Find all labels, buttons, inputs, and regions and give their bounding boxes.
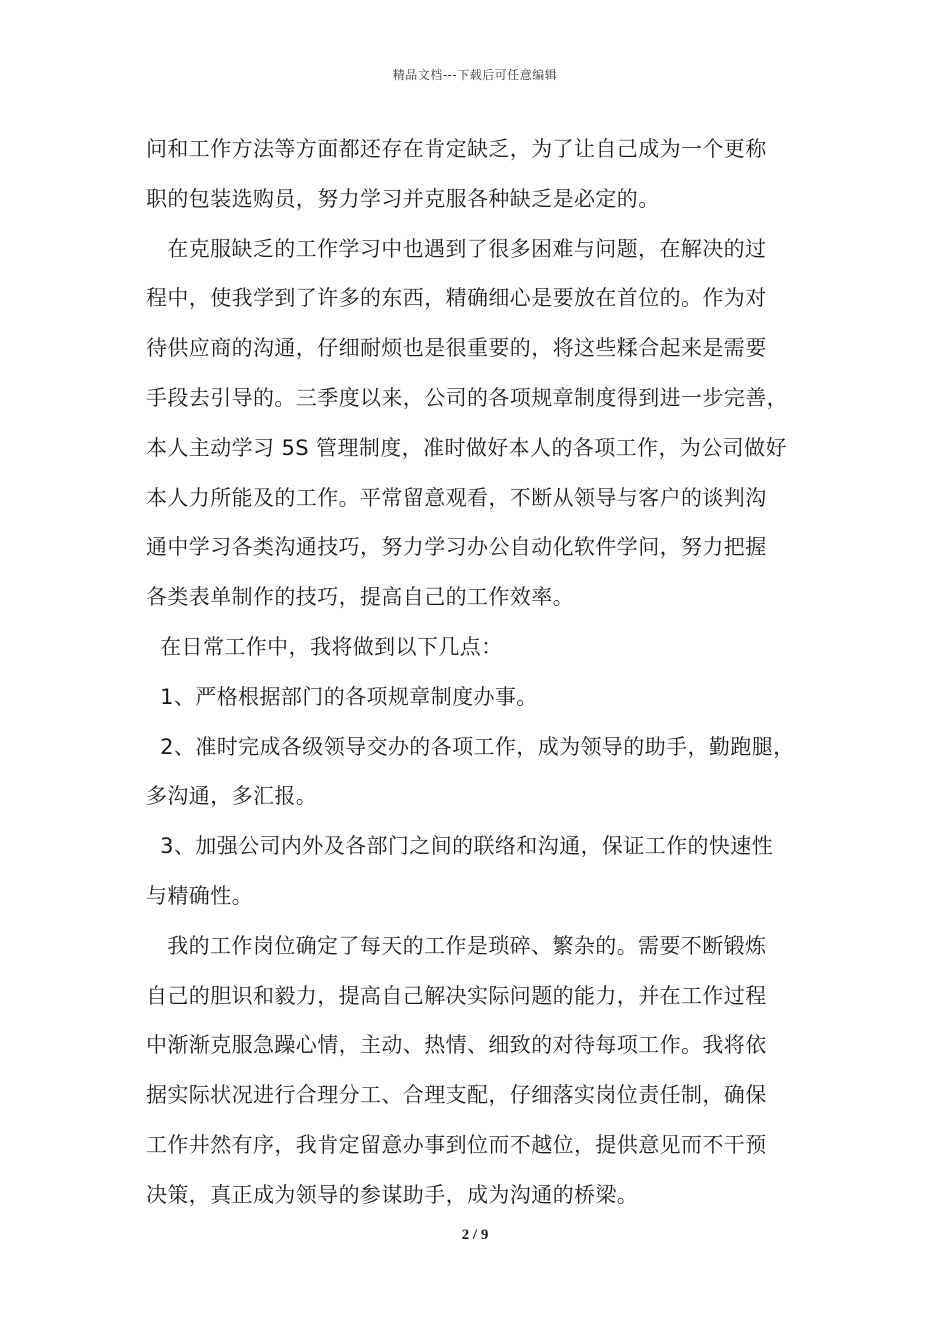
text-line: 问和工作方法等方面都还存在肯定缺乏，为了让自己成为一个更称	[146, 137, 767, 161]
text-line: 多沟通，多汇报。	[146, 784, 318, 809]
text-line: 据实际状况进行合理分工、合理支配，仔细落实岗位责任制，确保	[146, 1083, 767, 1108]
list-item: 2、准时完成各级领导交办的各项工作，成为领导的助手，勤跑腿，	[146, 734, 795, 759]
text-line: 本人主动学习 5S 管理制度，准时做好本人的各项工作，为公司做好	[146, 435, 787, 460]
text-line: 自己的胆识和毅力，提高自己解决实际问题的能力，并在工作过程	[146, 983, 767, 1008]
text-line: 决策，真正成为领导的参谋助手，成为沟通的桥梁。	[146, 1182, 639, 1207]
text-line: 待供应商的沟通，仔细耐烦也是很重要的，将这些糅合起来是需要	[146, 336, 767, 361]
text-line: 与精确性。	[146, 883, 253, 908]
text-line: 在克服缺乏的工作学习中也遇到了很多困难与问题，在解决的过	[146, 236, 767, 261]
document-body	[146, 125, 826, 1221]
text-line: 各类表单制作的技巧，提高自己的工作效率。	[146, 585, 574, 610]
text-line: 在日常工作中，我将做到以下几点：	[146, 634, 503, 659]
text-line: 我的工作岗位确定了每天的工作是琐碎、繁杂的。需要不断锻炼	[146, 933, 767, 958]
text-line: 程中，使我学到了许多的东西，精确细心是要放在首位的。作为对	[146, 286, 767, 311]
list-item: 1、严格根据部门的各项规章制度办事。	[146, 684, 538, 709]
page-header: 精品文档---下载后可任意编辑	[392, 68, 558, 82]
text-line: 职的包装选购员，努力学习并克服各种缺乏是必定的。	[146, 186, 660, 211]
list-item: 3、加强公司内外及各部门之间的联络和沟通，保证工作的快速性	[146, 834, 774, 859]
text-line: 本人力所能及的工作。平常留意观看，不断从领导与客户的谈判沟	[146, 485, 767, 510]
page-number: 2 / 9	[461, 1227, 489, 1243]
text-line: 通中学习各类沟通技巧，努力学习办公自动化软件学问，努力把握	[146, 535, 767, 560]
text-line: 工作井然有序，我肯定留意办事到位而不越位，提供意见而不干预	[146, 1132, 767, 1157]
text-line: 中渐渐克服急躁心情，主动、热情、细致的对待每项工作。我将依	[146, 1033, 767, 1058]
text-line: 手段去引导的。三季度以来，公司的各项规章制度得到进一步完善，	[146, 385, 788, 410]
